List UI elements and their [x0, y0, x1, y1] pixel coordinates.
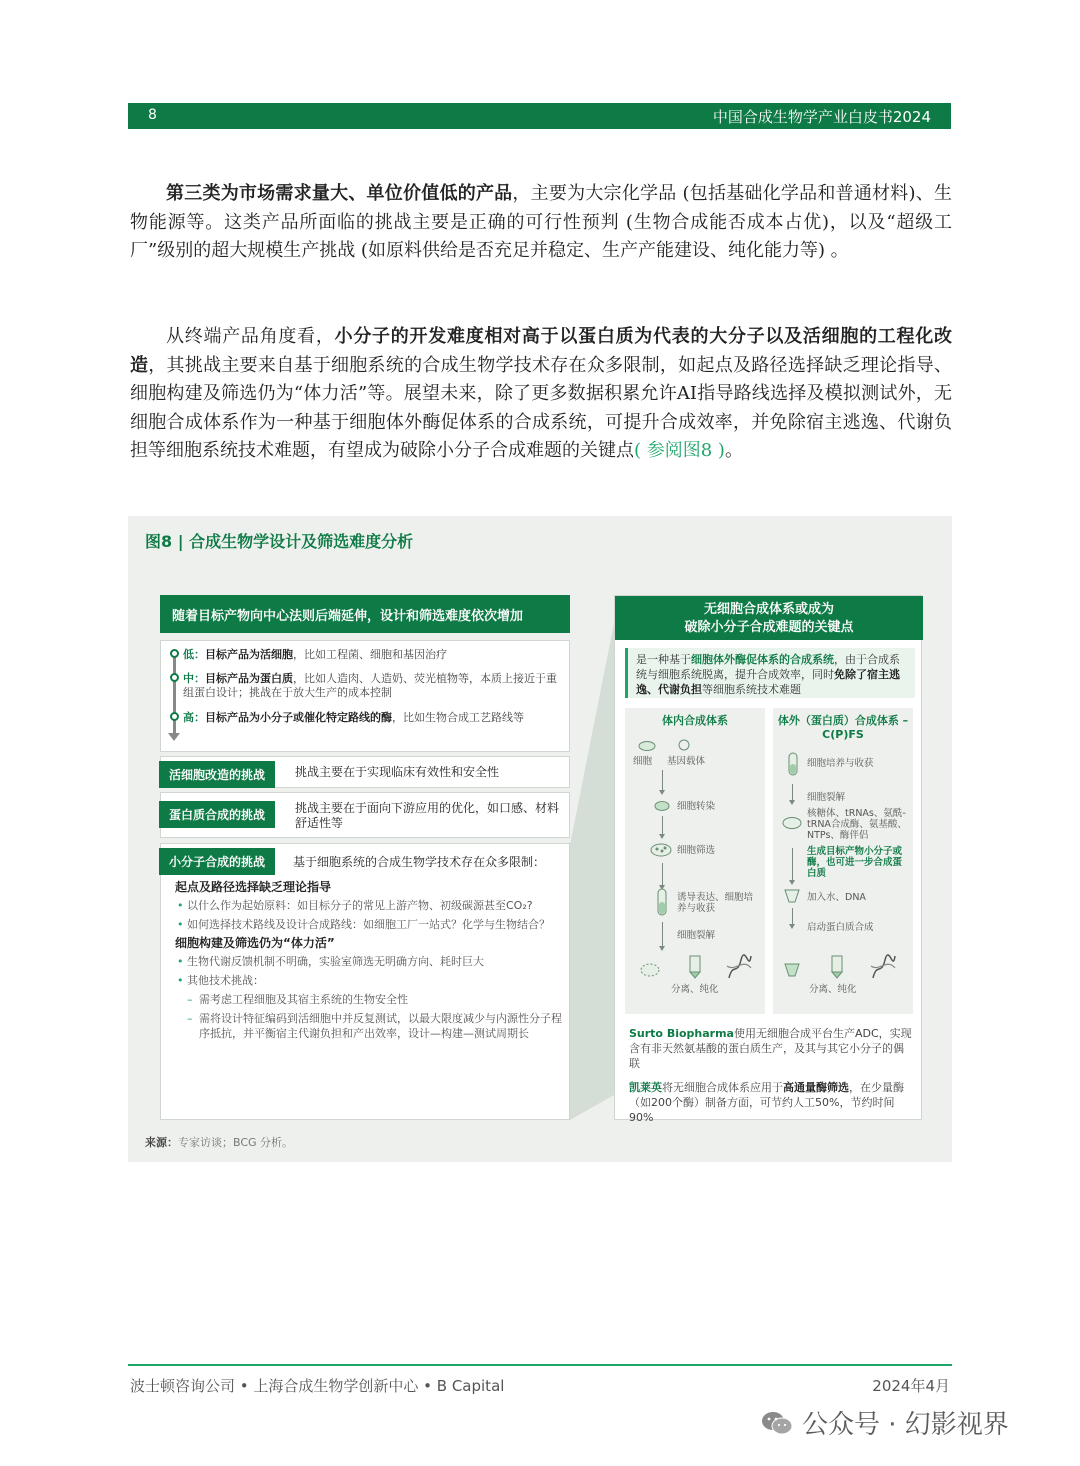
challenge-tag: 活细胞改造的挑战 — [159, 761, 275, 788]
para2-text: ，其挑战主要来自基于细胞系统的合成生物学技术存在众多限制，如起点及路径选择缺乏理论指导、细胞构建及筛选仍为“体力活”等。展望未来，除了更多数据积累允许AI指导路线选择及模拟测试外，无细胞合成体系作为一种基于细胞体外酶促体系的合成系统，可提升合成效率，并免除宿主逃逸、代谢负担等细胞系统技术难题，有望成为破除小分子合成难题的关键点 — [130, 354, 953, 461]
level-high: 高：目标产品为小分子或催化特定路线的酶，比如生物合成工艺路线等 — [183, 711, 524, 724]
column-tube-icon — [687, 954, 703, 980]
list-item: • 其他技术挑战： — [175, 973, 563, 988]
level-dot-icon — [170, 712, 179, 721]
para2-end: 。 — [724, 440, 743, 461]
down-arrow-icon — [168, 733, 180, 741]
list-item: • 如何选择技术路线及设计合成路线：如细胞工厂一站式？化学与生物结合？ — [175, 917, 563, 932]
flow-arrow — [792, 848, 793, 880]
level-dot-icon — [170, 673, 179, 682]
column-tube-icon — [829, 954, 845, 980]
difficulty-levels — [160, 640, 570, 752]
cell-free-intro: 是一种基于细胞体外酶促体系的合成系统，由于合成系统与细胞系统脱离，提升合成效率，同时免除了宿主逃逸、代谢负担等细胞系统技术难题 — [625, 648, 915, 698]
list-item: – 需考虑工程细胞及其宿主系统的生物安全性 — [175, 992, 563, 1007]
small-molecule-challenge — [160, 843, 570, 1120]
footer-organizations: 波士顿咨询公司 • 上海合成生物学创新中心 • B Capital — [130, 1377, 505, 1395]
document-title: 中国合成生物学产业白皮书2024 — [712, 108, 931, 126]
column-title: 体外（蛋白质）合成体系 – C(P)FS — [777, 714, 909, 741]
challenge-tag: 蛋白质合成的挑战 — [159, 801, 275, 828]
para1-bold-lead: 第三类为市场需求量大、单位价值低的产品 — [166, 183, 513, 204]
plasmid-icon — [677, 738, 691, 752]
transfected-cell-icon — [653, 800, 671, 812]
figure-source: 来源：专家访谈；BCG 分析。 — [145, 1136, 294, 1149]
lysed-cell-icon — [639, 962, 661, 978]
protein-structure-icon — [869, 952, 897, 982]
live-cell-challenge — [160, 756, 570, 788]
level-low: 低：目标产品为活细胞，比如工程菌、细胞和基因治疗 — [183, 648, 447, 661]
page-number: 8 — [148, 107, 157, 123]
petri-dish-icon — [649, 842, 673, 858]
column-title: 体内合成体系 — [662, 714, 728, 727]
flow-arrow — [662, 863, 663, 885]
subheading: 细胞构建及筛选仍为“体力活” — [175, 936, 335, 950]
case-asymchem: 凯莱英将无细胞合成体系应用于高通量酶筛选，在少量酶（如200个酶）制备方面，可节约人工50%，节约时间90% — [629, 1081, 904, 1124]
protein-challenge — [160, 792, 570, 838]
wechat-icon — [760, 1410, 794, 1436]
list-item: • 生物代谢反馈机制不明确，实验室筛选无明确方向、耗时巨大 — [175, 954, 563, 969]
level-dot-icon — [170, 649, 179, 658]
in-vitro-column: 体外（蛋白质）合成体系 – C(P)FS 细胞培养与收获 细胞裂解 核糖体、tRNAs、氨酰-tRNA合成酶、氨基酸、NTPs、酶伴侣 生成目标产物小分子或酶，也可进一步合成蛋白质 加入水、DNA 启动蛋白质合成 分离、纯化 — [773, 708, 913, 1014]
figure-reference-link[interactable]: ( 参阅图8 ) — [634, 440, 725, 461]
watermark: 公众号 · 幻影视界 — [802, 1410, 1009, 1440]
challenge-text: 基于细胞系统的合成生物学技术存在众多限制： — [293, 855, 546, 869]
challenge-list — [175, 876, 563, 1045]
paragraph-2 — [130, 323, 952, 466]
footer-date: 2024年4月 — [872, 1377, 950, 1395]
list-item: – 需将设计特征编码到活细胞中并反复测试，以最大限度减少与内源性分子程序抵抗，并平衡宿主代谢负担和产出效率，设计—构建—测试周期长 — [175, 1011, 563, 1041]
subheading: 起点及路径选择缺乏理论指导 — [175, 880, 332, 894]
cell-icon — [637, 740, 657, 752]
reaction-cup-icon — [783, 888, 801, 904]
header-bar — [128, 103, 951, 129]
test-tube-icon — [787, 752, 799, 778]
para1-text: ，主要为大宗化学品 (包括基础化学品和普通材料)、生物能源等。这类产品所面临的挑战主要是正确的可行性预判 (生物合成能否成本占优)，以及“超级工厂”级别的超大规模生产挑战 (如原料供给是否充足并稳定、生产产能建设、纯化能力等) 。 — [130, 183, 953, 261]
case-surto: Surto Biopharma使用无细胞合成平台生产ADC，实现含有非天然氨基酸的蛋白质生产，及其与其它小分子的偶联 — [629, 1027, 912, 1070]
difficulty-header: 随着目标产物向中心法则后端延伸，设计和筛选难度依次增加 — [160, 595, 570, 633]
challenge-tag: 小分子合成的挑战 — [159, 848, 275, 875]
figure-title: 图8 | 合成生物学设计及筛选难度分析 — [145, 532, 414, 551]
reaction-cup-icon — [783, 962, 801, 978]
cell-free-header: 无细胞合成体系或成为 破除小分子合成难题的关键点 — [615, 596, 923, 640]
challenge-text: 挑战主要在于面向下游应用的优化，如口感、材料舒适性等 — [295, 801, 560, 830]
paragraph-1 — [130, 180, 952, 266]
test-tube-icon — [655, 888, 669, 918]
protein-structure-icon — [725, 952, 753, 982]
footer-divider — [128, 1364, 952, 1366]
challenge-text: 挑战主要在于实现临床有效性和安全性 — [295, 765, 500, 779]
flow-arrow — [792, 908, 793, 924]
cell-free-panel — [614, 595, 922, 1124]
flow-arrow — [662, 770, 663, 790]
para2-bold: 小分子的开发难度相对高于以蛋白质为代表的大分子以及活细胞的工程化改造 — [130, 326, 953, 376]
flow-arrow — [792, 784, 793, 800]
list-item: • 以什么作为起始原料：如目标分子的常见上游产物、初级碳源甚至CO₂? — [175, 898, 563, 913]
callout-connector — [570, 595, 614, 1120]
figure-8 — [128, 516, 952, 1162]
level-medium: 中：目标产品为蛋白质，比如人造肉、人造奶、荧光植物等，本质上接近于重组蛋白设计；挑战在于放大生产的成本控制 — [183, 672, 557, 699]
cell-lysate-icon — [781, 816, 803, 830]
flow-arrow — [662, 816, 663, 834]
para2-lead: 从终端产品角度看， — [166, 326, 335, 347]
flow-arrow — [662, 922, 663, 946]
in-vivo-column: 体内合成体系 细胞 基因载体 细胞转染 细胞筛选 诱导表达、细胞培养与收获 细胞裂解 分离、纯化 — [625, 708, 765, 1014]
